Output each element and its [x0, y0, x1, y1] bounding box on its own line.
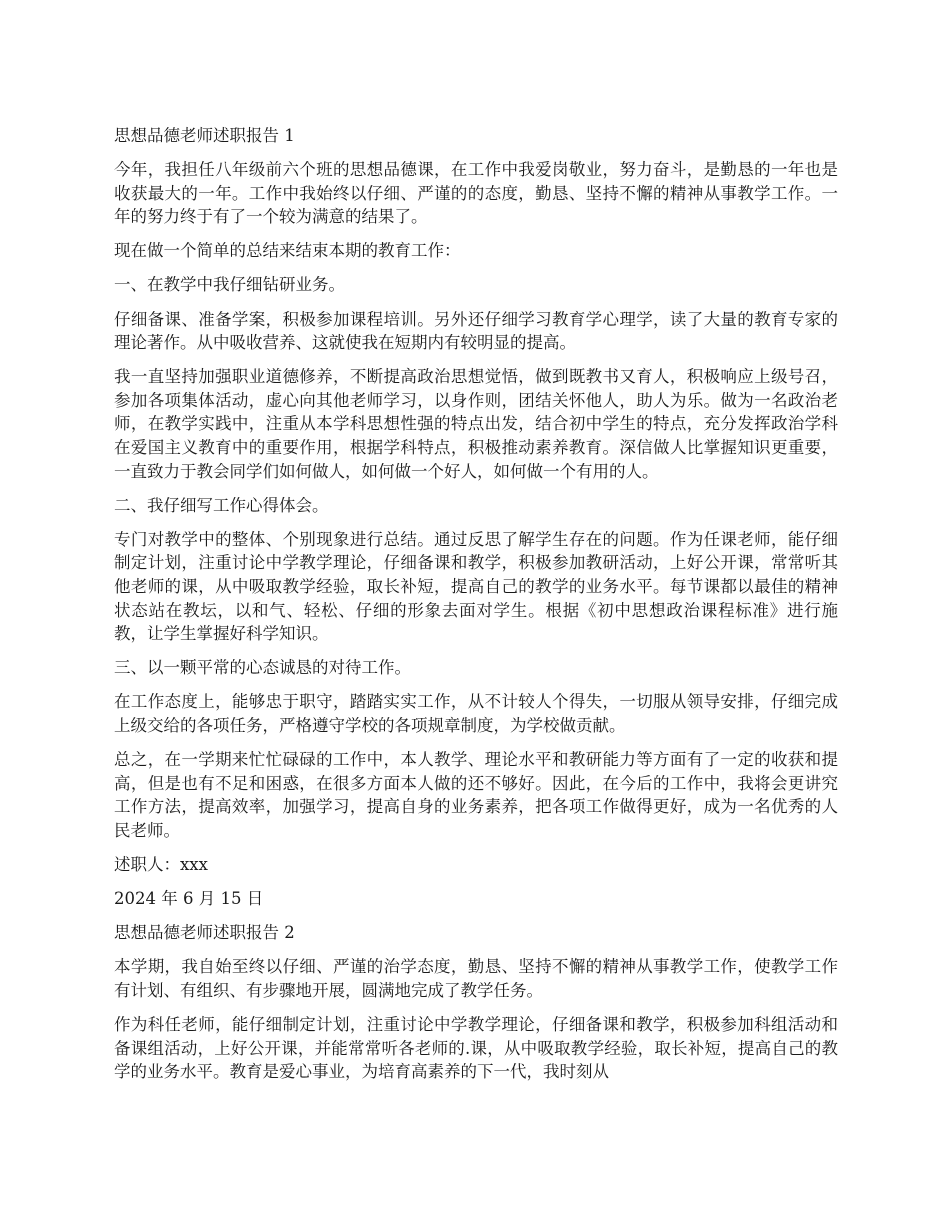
section-heading-2: 二、我仔细写工作心得体会。	[114, 495, 329, 515]
body-paragraph: 专门对教学中的整体、个别现象进行总结。通过反思了解学生存在的问题。作为任课老师，能仔细制定计划，注重讨论中学教学理论，仔细备课和教学，积极参加教研活动，上好公开课，常常听其他老师的课，从中吸取教学经验，取长补短，提高自己的教学的业务水平。每节课都以最佳的精神状态站在教坛，以和气、轻松、仔细的形象去面对学生。根据《初中思想政治课程标准》进行施教，让学生掌握好科学知识。	[114, 529, 838, 644]
body-paragraph: 我一直坚持加强职业道德修养，不断提高政治思想觉悟，做到既教书又育人，积极响应上级号召，参加各项集体活动，虚心向其他老师学习，以身作则，团结关怀他人，助人为乐。做为一名政治老师，在教学实践中，注重从本学科思想性强的特点出发，结合初中学生的特点，充分发挥政治学科在爱国主义教育中的重要作用，根据学科特点，积极推动素养教育。深信做人比掌握知识更重要，一直致力于教会同学们如何做人，如何做一个好人，如何做一个有用的人。	[114, 367, 838, 481]
body-paragraph: 现在做一个简单的总结来结束本期的教育工作：	[114, 241, 461, 261]
signature-line: 述职人：xxx	[114, 854, 208, 874]
body-paragraph: 今年，我担任八年级前六个班的思想品德课，在工作中我爱岗敬业，努力奋斗，是勤恳的一年也是收获最大的一年。工作中我始终以仔细、严谨的的态度，勤恳、坚持不懈的精神从事教学工作。一年的努力终于有了一个较为满意的结果了。	[114, 160, 838, 227]
section-heading-1: 一、在教学中我仔细钻研业务。	[114, 275, 345, 295]
date-line: 2024 年 6 月 15 日	[114, 889, 264, 909]
report-title-2: 思想品德老师述职报告 2	[114, 923, 295, 943]
document-body	[114, 124, 838, 1094]
body-paragraph: 仔细备课、准备学案，积极参加课程培训。另外还仔细学习教育学心理学，读了大量的教育专家的理论著作。从中吸收营养、这就使我在短期内有较明显的提高。	[114, 309, 838, 353]
body-paragraph: 在工作态度上，能够忠于职守，踏踏实实工作，从不计较人个得失，一切服从领导安排，仔细完成上级交给的各项任务，严格遵守学校的各项规章制度，为学校做贡献。	[114, 692, 838, 735]
report-title-1: 思想品德老师述职报告 1	[114, 126, 295, 145]
body-paragraph: 作为科任老师，能仔细制定计划，注重讨论中学教学理论，仔细备课和教学，积极参加科组活动和备课组活动，上好公开课，并能常常听各老师的.课，从中吸取教学经验，取长补短，提高自己的教学的业务水平。教育是爱心事业，为培育高素养的下一代，我时刻从	[114, 1014, 838, 1082]
section-heading-3: 三、以一颗平常的心态诚恳的对待工作。	[114, 658, 411, 678]
body-paragraph: 总之，在一学期来忙忙碌碌的工作中，本人教学、理论水平和教研能力等方面有了一定的收获和提高，但是也有不足和困惑，在很多方面本人做的还不够好。因此，在今后的工作中，我将会更讲究工作方法，提高效率，加强学习，提高自身的业务素养，把各项工作做得更好，成为一名优秀的人民老师。	[114, 750, 838, 840]
body-paragraph: 本学期，我自始至终以仔细、严谨的治学态度，勤恳、坚持不懈的精神从事教学工作，使教学工作有计划、有组织、有步骤地开展，圆满地完成了教学任务。	[114, 957, 838, 1000]
